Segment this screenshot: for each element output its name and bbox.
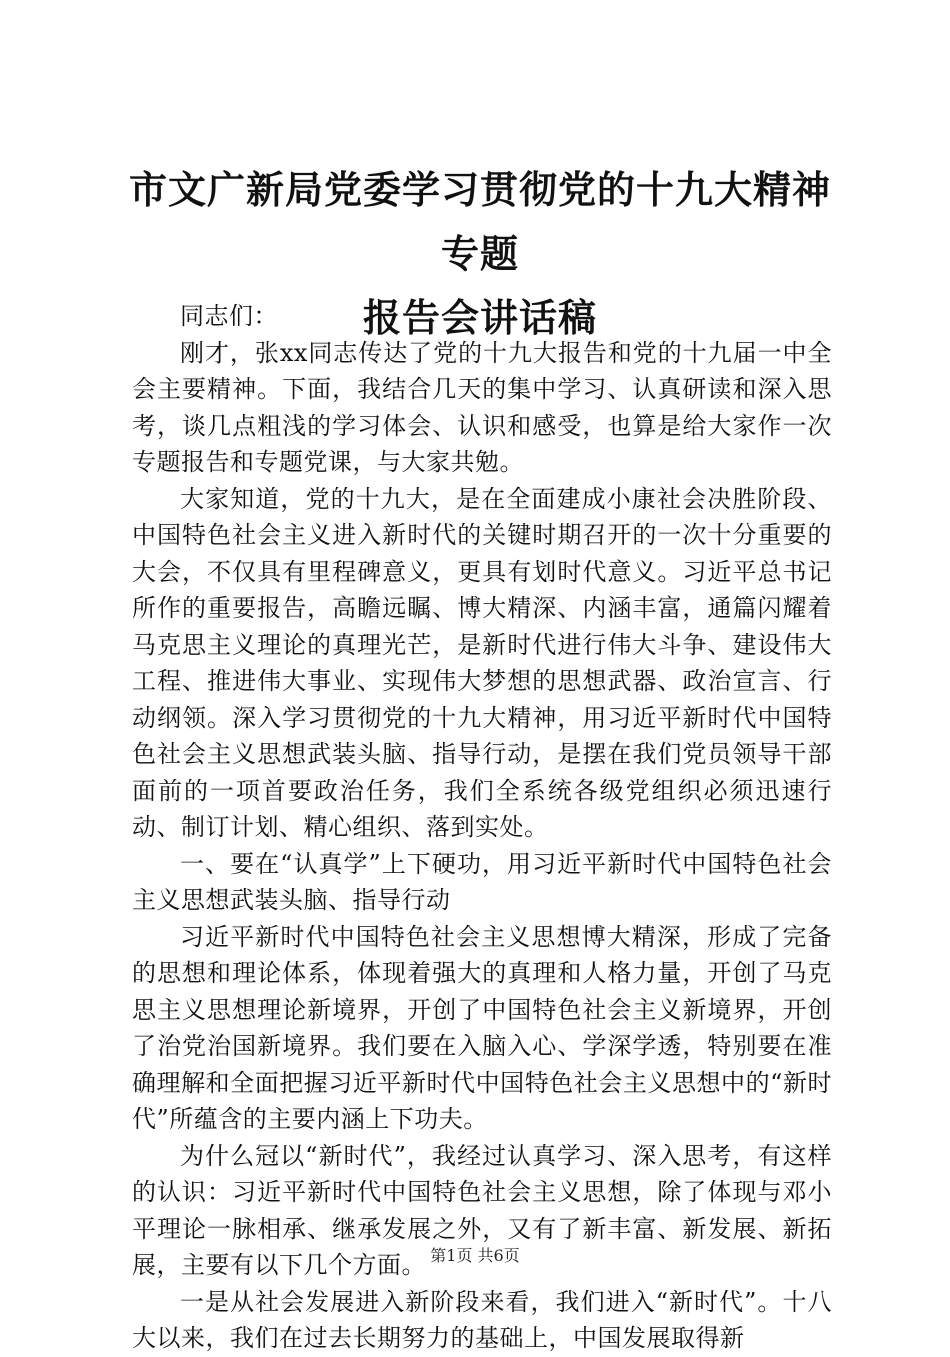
- body-paragraph: 大家知道，党的十九大，是在全面建成小康社会决胜阶段、中国特色社会主义进入新时代的关键时期召开的一次十分重要的大会，不仅具有里程碑意义，更具有划时代意义。习近平总书记所作的重要报告，高瞻远瞩、博大精深、内涵丰富，通篇闪耀着马克思主义理论的真理光芒，是新时代进行伟大斗争、建设伟大工程、推进伟大事业、实现伟大梦想的思想武器、政治宣言、行动纲领。深入学习贯彻党的十九大精神，用习近平新时代中国特色社会主义思想武装头脑、指导行动，是摆在我们党员领导干部面前的一项首要政治任务，我们全系统各级党组织必须迅速行动、制订计划、精心组织、落到实处。: [132, 484, 832, 841]
- body-paragraph: 刚才，张xx同志传达了党的十九大报告和党的十九届一中全会主要精神。下面，我结合几天的集中学习、认真研读和深入思考，谈几点粗浅的学习体会、认识和感受，也算是给大家作一次专题报告和专题党课，与大家共勉。: [132, 338, 832, 476]
- page-footer: [0, 1243, 950, 1266]
- title-line-2: 报告会讲话稿: [362, 295, 597, 340]
- body-paragraph: 一是从社会发展进入新阶段来看，我们进入“新时代”。十八大以来，我们在过去长期努力的基础上，中国发展取得新: [132, 1287, 832, 1352]
- body-paragraph: 为什么冠以“新时代”，我经过认真学习、深入思考，有这样的认识：习近平新时代中国特色社会主义思想，除了体现与邓小平理论一脉相承、继承发展之外，又有了新丰富、新发展、新拓展，主要有以下几个方面。: [132, 1141, 832, 1279]
- page-number: 第1页 共6页: [430, 1246, 520, 1265]
- document-body: [132, 298, 832, 1357]
- body-paragraph: 习近平新时代中国特色社会主义思想博大精深，形成了完备的思想和理论体系，体现着强大的真理和人格力量，开创了马克思主义思想理论新境界，开创了中国特色社会主义新境界，开创了治党治国新境界。我们要在入脑入心、学深学透，特别要在准确理解和全面把握习近平新时代中国特色社会主义思想中的“新时代”所蕴含的主要内涵上下功夫。: [132, 922, 832, 1133]
- title-line-1: 市文广新局党委学习贯彻党的十九大精神专题: [128, 167, 831, 276]
- salutation-paragraph: 同志们：: [180, 302, 278, 330]
- section-heading-paragraph: 一、要在“认真学”上下硬功，用习近平新时代中国特色社会主义思想武装头脑、指导行动: [132, 849, 832, 914]
